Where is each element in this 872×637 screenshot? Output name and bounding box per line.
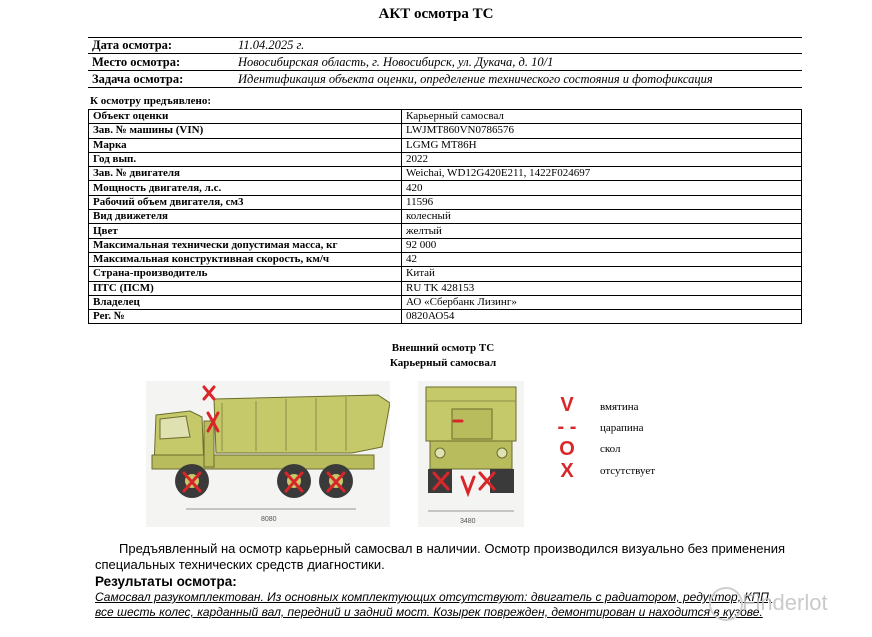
row-value: RU TK 428153 <box>402 281 802 295</box>
chip-symbol: O <box>559 438 575 460</box>
external-subheading: Карьерный самосвал <box>389 357 497 369</box>
vehicle-info-table <box>88 109 802 324</box>
row-value: 420 <box>402 181 802 195</box>
scratch-label: царапина <box>600 422 644 434</box>
table-row <box>89 224 802 238</box>
meta-row-date <box>88 37 802 54</box>
watermark <box>706 582 856 631</box>
row-value: 0820АО54 <box>402 310 802 324</box>
table-row <box>89 252 802 266</box>
results-heading: Результаты осмотра: <box>95 574 237 589</box>
watermark-text: Finderlot <box>742 590 828 615</box>
row-value: желтый <box>402 224 802 238</box>
meta-row-task <box>88 71 802 88</box>
table-row <box>89 152 802 166</box>
row-key: Владелец <box>89 295 402 309</box>
row-value: Китай <box>402 267 802 281</box>
results-text: Самосвал разукомплектован. Из основных комплектующих отсутствуют: двигатель с радиатором, редуктор, КПП, все шесть колес, карданный вал, передний и задний мост. Козырек поврежден, демонтирован и находится в кузове. <box>95 590 773 619</box>
row-key: ПТС (ПСМ) <box>89 281 402 295</box>
row-key: Рег. № <box>89 310 402 324</box>
row-key: Зав. № машины (VIN) <box>89 124 402 138</box>
table-row <box>89 238 802 252</box>
row-key: Страна-производитель <box>89 267 402 281</box>
chip-label: скол <box>600 443 621 455</box>
rear-dimension: 3480 <box>460 518 476 525</box>
row-key: Максимальная технически допустимая масса, кг <box>89 238 402 252</box>
row-value: 11596 <box>402 195 802 209</box>
row-key: Вид движетеля <box>89 210 402 224</box>
row-key: Цвет <box>89 224 402 238</box>
side-dimension: 8080 <box>261 516 277 523</box>
row-value: LWJMT860VN0786576 <box>402 124 802 138</box>
missing-label: отсутствует <box>600 465 656 477</box>
watermark-logo-icon <box>706 582 856 626</box>
table-row <box>89 310 802 324</box>
meta-value: Новосибирская область, г. Новосибирск, ул. Дукача, д. 10/1 <box>238 55 554 69</box>
row-value: колесный <box>402 210 802 224</box>
table-row <box>89 110 802 124</box>
row-key: Объект оценки <box>89 110 402 124</box>
table-row <box>89 210 802 224</box>
table-row <box>89 124 802 138</box>
document-title: АКТ осмотра ТС <box>378 6 494 22</box>
row-value: 42 <box>402 252 802 266</box>
row-value: Карьерный самосвал <box>402 110 802 124</box>
row-key: Рабочий объем двигателя, см3 <box>89 195 402 209</box>
dent-symbol: V <box>560 394 574 416</box>
row-key: Максимальная конструктивная скорость, км/ч <box>89 252 402 266</box>
row-value: АО «Сбербанк Лизинг» <box>402 295 802 309</box>
table-row <box>89 138 802 152</box>
external-heading: Внешний осмотр ТС <box>391 342 495 354</box>
presented-heading: К осмотру предъявлено: <box>90 95 212 107</box>
meta-value: Идентификация объекта оценки, определение технического состояния и фотофиксация <box>238 72 713 86</box>
inspection-paragraph: Предъявленный на осмотр карьерный самосвал в наличии. Осмотр производился визуально без применения специальных технических средств диагностики. <box>95 541 786 572</box>
truck-side-diagram <box>146 381 390 527</box>
truck-rear-diagram <box>418 381 524 527</box>
row-key: Мощность двигателя, л.с. <box>89 181 402 195</box>
row-value: 2022 <box>402 152 802 166</box>
dent-label: вмятина <box>600 401 639 413</box>
table-row <box>89 167 802 181</box>
row-key: Марка <box>89 138 402 152</box>
row-value: 92 000 <box>402 238 802 252</box>
table-row <box>89 295 802 309</box>
missing-symbol: X <box>560 460 574 482</box>
scratch-symbol: - - <box>557 416 577 438</box>
meta-label: Задача осмотра: <box>92 72 184 86</box>
table-row <box>89 195 802 209</box>
table-row <box>89 281 802 295</box>
meta-label: Дата осмотра: <box>92 38 173 52</box>
row-key: Зав. № двигателя <box>89 167 402 181</box>
row-value: Weichai, WD12G420E211, 1422F024697 <box>402 167 802 181</box>
meta-value: 11.04.2025 г. <box>238 38 305 52</box>
table-row <box>89 181 802 195</box>
table-row <box>89 267 802 281</box>
meta-label: Место осмотра: <box>92 55 181 69</box>
row-value: LGMG MT86H <box>402 138 802 152</box>
row-key: Год вып. <box>89 152 402 166</box>
meta-row-place <box>88 54 802 71</box>
